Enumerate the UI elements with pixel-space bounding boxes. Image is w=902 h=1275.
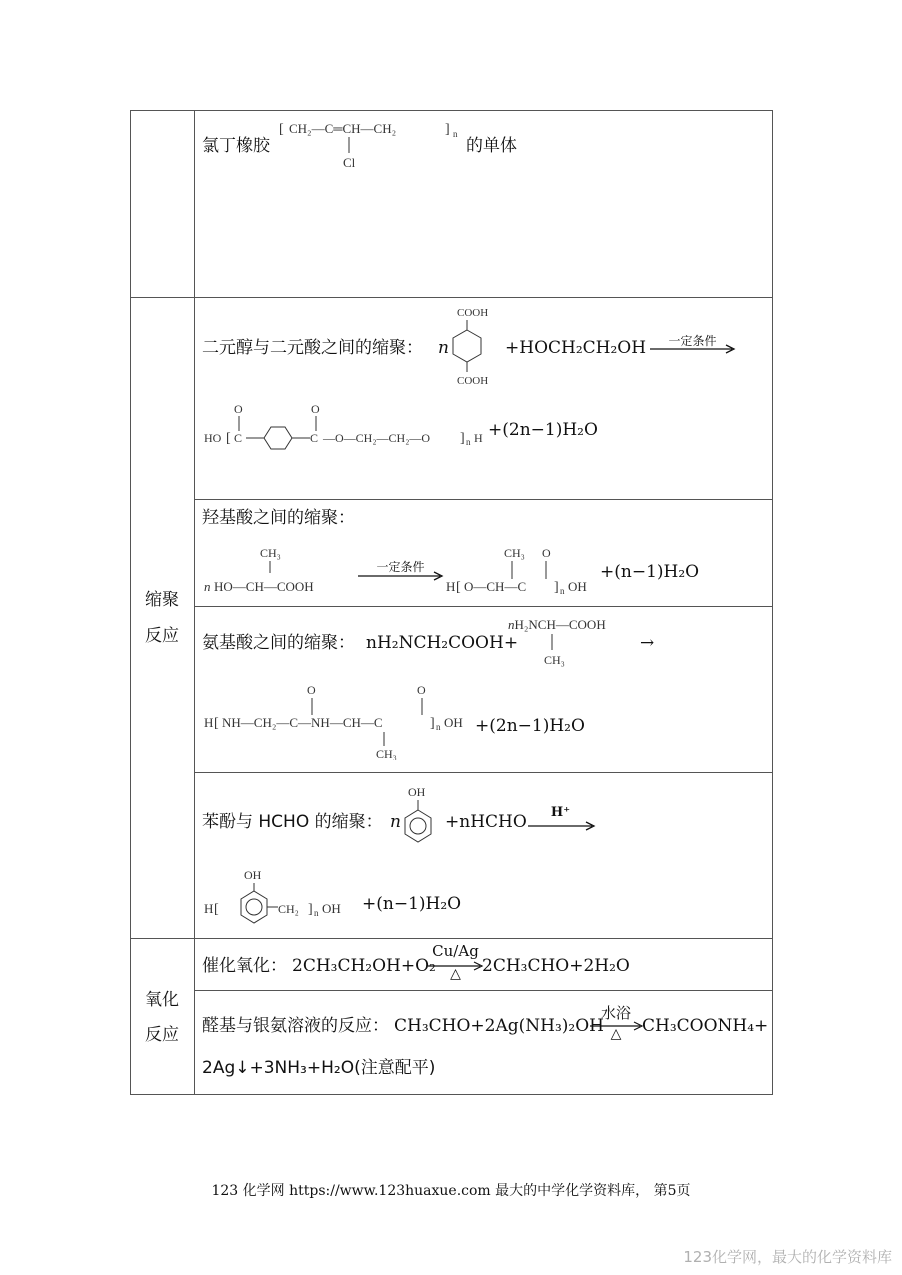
hydroxy-acid-label: 羟基酸之间的缩聚： (202, 508, 355, 528)
svg-text:[: [ (214, 902, 219, 917)
table-cell-divider (194, 990, 773, 991)
table-border-right (772, 110, 773, 1095)
table-divider-vertical (194, 110, 195, 1095)
svg-text:H: H (446, 579, 456, 594)
svg-text:n: n (466, 437, 471, 447)
svg-text:[: [ (456, 580, 461, 595)
svg-text:Cl: Cl (343, 155, 356, 170)
silver-mirror-label: 醛基与银氨溶液的反应： (202, 1016, 389, 1036)
svg-text:nH₂NCH—COOH: nH₂NCH—COOH (508, 617, 606, 632)
glycine-reactant: nH₂NCH₂COOH+ (366, 633, 519, 653)
condition-bottom: △ (450, 966, 461, 982)
svg-text:O: O (417, 683, 426, 697)
polylactic-structure (446, 543, 606, 598)
svg-text:CH₂—C═CH—CH₂: CH₂—C═CH—CH₂ (289, 121, 397, 136)
svg-text:HO—CH—COOH: HO—CH—COOH (214, 579, 314, 594)
category-label-condensation-2: 反应 (145, 626, 179, 646)
polypeptide-structure (204, 680, 504, 760)
equation-continuation: 2Ag↓+3NH₃+H₂O(注意配平) (202, 1058, 436, 1078)
chloroprene-suffix: 的单体 (466, 136, 517, 156)
table-cell-divider (194, 606, 773, 607)
equation-left: 2CH₃CH₂OH+O₂ (292, 956, 436, 976)
byproduct-water: +(n−1)H₂O (362, 894, 462, 914)
category-label-condensation-1: 缩聚 (145, 590, 179, 610)
svg-text:[: [ (226, 431, 231, 446)
svg-text:CH₃: CH₃ (376, 747, 397, 760)
reaction-arrow-glyph: → (640, 633, 655, 653)
phenol-structure (398, 782, 443, 852)
condition-bottom: △ (610, 1026, 622, 1042)
svg-text:n: n (453, 129, 458, 139)
alanine-structure (508, 612, 658, 672)
svg-text:[: [ (279, 122, 284, 137)
svg-text:n: n (204, 579, 211, 594)
svg-text:H: H (474, 431, 483, 445)
condition-label: 一定条件 (668, 334, 717, 348)
svg-text:O: O (234, 402, 243, 416)
reaction-arrow (650, 343, 740, 355)
svg-text:H: H (204, 901, 214, 916)
svg-text:H: H (204, 715, 214, 730)
svg-text:]: ] (460, 431, 465, 446)
category-label-oxidation-1: 氧化 (145, 990, 179, 1010)
watermark: 123化学网，最大的化学资料库 (683, 1248, 892, 1266)
svg-text:OH: OH (444, 715, 463, 730)
hcho-reagent: +nHCHO (445, 812, 527, 832)
svg-text:OH: OH (322, 901, 341, 916)
svg-text:]: ] (430, 716, 435, 731)
phenol-coefficient: n (390, 812, 401, 832)
svg-text:]: ] (308, 902, 313, 917)
phenol-hcho-label: 苯酚与 HCHO 的缩聚： (202, 812, 383, 832)
amino-acid-label: 氨基酸之间的缩聚： (202, 633, 355, 653)
chloroprene-text: 氯丁橡胶 (202, 136, 270, 156)
condition-top: 水浴 (600, 1004, 631, 1022)
table-border-top (130, 110, 773, 111)
table-row-divider (130, 938, 773, 939)
svg-text:O: O (542, 546, 551, 560)
category-label-oxidation-2: 反应 (145, 1025, 179, 1045)
svg-text:OH: OH (244, 868, 262, 882)
table-row-divider (130, 297, 773, 298)
svg-text:NH—CH₂—C—NH—CH—C: NH—CH₂—C—NH—CH—C (222, 715, 383, 730)
byproduct-water: +(n−1)H₂O (600, 562, 700, 582)
condition-label: H⁺ (550, 805, 571, 820)
svg-text:n: n (436, 722, 441, 732)
phenolic-resin-structure (204, 865, 374, 930)
table-border-left (130, 110, 131, 1095)
chloroprene-structure (275, 115, 465, 175)
svg-text:CH₃: CH₃ (260, 546, 281, 560)
equation-left: CH₃CHO+2Ag(NH₃)₂OH (394, 1016, 604, 1036)
svg-text:CH₂: CH₂ (278, 902, 299, 916)
svg-text:O: O (311, 402, 320, 416)
equation-right: CH₃COONH₄+ (642, 1016, 769, 1036)
table-cell-divider (194, 772, 773, 773)
svg-text:]: ] (554, 580, 559, 595)
condition-label: 一定条件 (376, 560, 425, 574)
svg-text:COOH: COOH (457, 375, 489, 387)
catalytic-oxidation-label: 催化氧化： (202, 956, 287, 976)
svg-text:n: n (314, 908, 319, 918)
svg-text:CH₃: CH₃ (544, 653, 565, 667)
svg-text:C: C (234, 431, 243, 445)
reaction-arrow (358, 570, 448, 582)
table-border-bottom (130, 1094, 773, 1095)
svg-text:HO: HO (204, 431, 222, 445)
terephthalic-acid-structure (445, 302, 505, 392)
table-cell-divider (194, 499, 773, 500)
condition-top: Cu/Ag (432, 942, 479, 960)
byproduct-water: +(2n−1)H₂O (475, 716, 585, 736)
svg-text:OH: OH (408, 785, 426, 799)
svg-text:]: ] (445, 122, 450, 137)
svg-text:[: [ (214, 716, 219, 731)
page-footer: 123 化学网 https://www.123huaxue.com 最大的中学化学资料库， 第5页 (211, 1183, 691, 1199)
svg-text:O—CH—C: O—CH—C (464, 579, 527, 594)
diol-diacid-label: 二元醇与二元酸之间的缩聚： (202, 338, 423, 358)
byproduct-water: +(2n−1)H₂O (488, 420, 598, 440)
svg-text:C: C (310, 431, 319, 445)
svg-text:CH₃: CH₃ (504, 546, 525, 560)
equation-right: 2CH₃CHO+2H₂O (482, 956, 630, 976)
svg-text:OH: OH (568, 579, 587, 594)
svg-text:—O—CH₂—CH₂—O: —O—CH₂—CH₂—O (323, 431, 431, 445)
svg-text:n: n (560, 586, 565, 596)
lactic-acid-structure (204, 543, 364, 598)
ethylene-glycol-reagent: +HOCH₂CH₂OH (505, 338, 647, 358)
svg-text:COOH: COOH (457, 307, 489, 319)
reaction-arrow (528, 820, 600, 832)
polyester-structure (204, 400, 494, 450)
svg-text:O: O (307, 683, 316, 697)
diacid-coefficient: n (438, 338, 449, 358)
